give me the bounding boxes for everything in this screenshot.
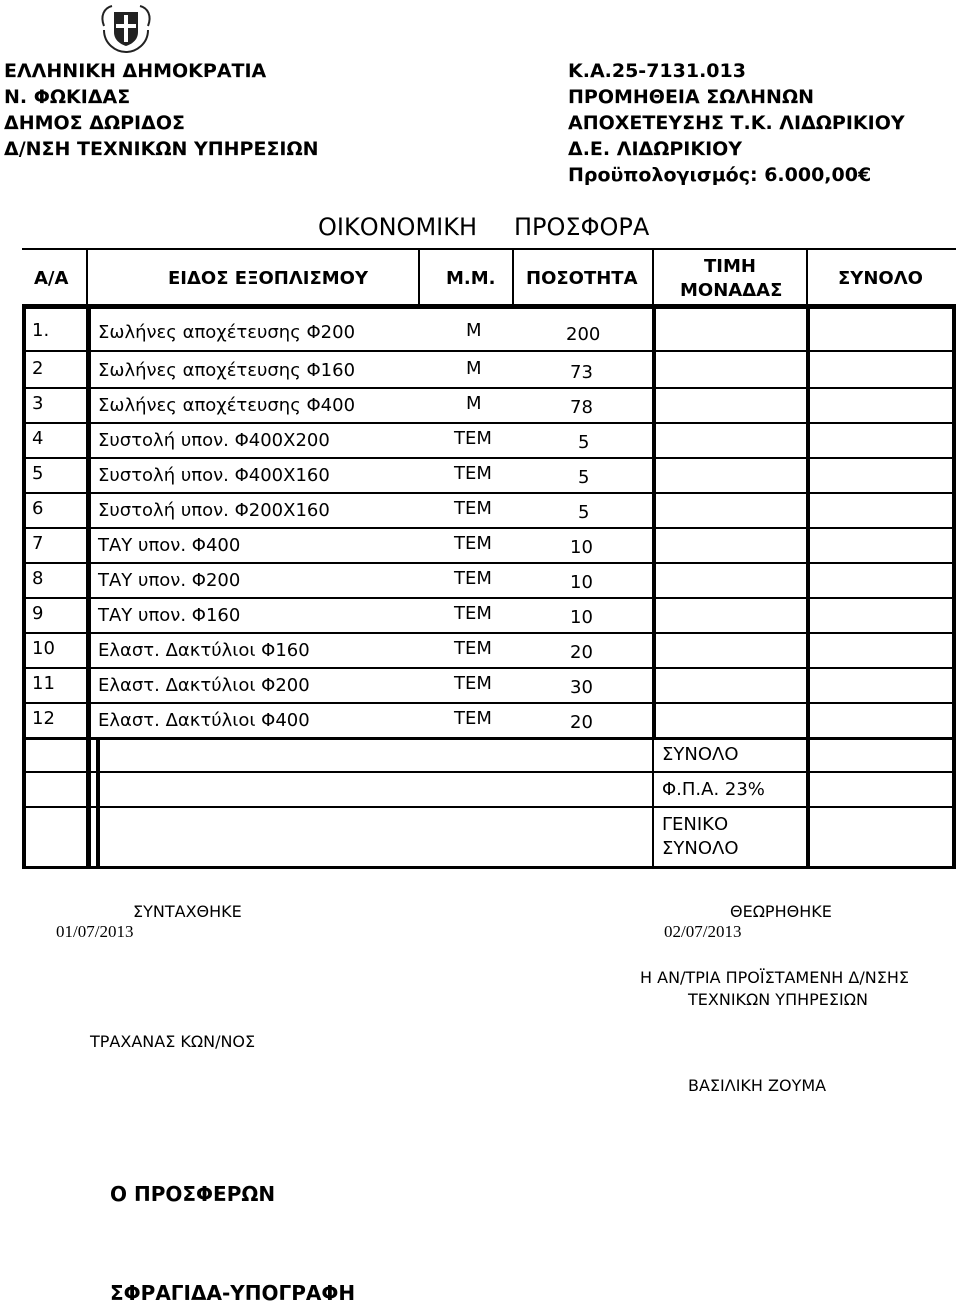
header-right-line-1: Κ.Α.25-7131.013 xyxy=(568,60,746,82)
col-header-price-2: ΜΟΝΑΔΑΣ xyxy=(680,280,783,301)
row-unit: ΤΕΜ xyxy=(454,498,492,519)
row-item: ΤΑΥ υπον. Φ160 xyxy=(98,605,241,626)
bidder-label: Ο ΠΡΟΣΦΕΡΩΝ xyxy=(110,1182,276,1206)
row-number: 4 xyxy=(32,428,44,449)
row-number: 8 xyxy=(32,568,44,589)
row-qty: 10 xyxy=(570,607,593,628)
col-header-aa: Α/Α xyxy=(34,268,69,289)
col-header-unit: Μ.Μ. xyxy=(446,268,496,289)
col-header-qty: ΠΟΣΟΤΗΤΑ xyxy=(526,268,638,289)
row-unit: ΤΕΜ xyxy=(454,603,492,624)
row-item: Ελαστ. Δακτύλιοι Φ200 xyxy=(98,675,310,696)
compiled-name: ΤΡΑΧΑΝΑΣ ΚΩΝ/ΝΟΣ xyxy=(90,1032,256,1051)
approved-label: ΘΕΩΡΗΘΗΚΕ xyxy=(730,902,832,921)
row-item: Σωλήνες αποχέτευσης Φ160 xyxy=(98,360,356,381)
header-left-line-1: ΕΛΛΗΝΙΚΗ ΔΗΜΟΚΡΑΤΙΑ xyxy=(4,60,267,82)
header-left-line-4: Δ/ΝΣΗ ΤΕΧΝΙΚΩΝ ΥΠΗΡΕΣΙΩΝ xyxy=(4,138,319,160)
row-number: 7 xyxy=(32,533,44,554)
row-item: Σωλήνες αποχέτευσης Φ400 xyxy=(98,395,356,416)
summary-vat-label: Φ.Π.Α. 23% xyxy=(662,779,765,800)
row-number: 2 xyxy=(32,358,44,379)
header-right-line-4: Δ.Ε. ΛΙΔΩΡΙΚΙΟΥ xyxy=(568,138,743,160)
title-part-2: ΠΡΟΣΦΟΡΑ xyxy=(514,213,650,241)
row-qty: 200 xyxy=(566,324,601,345)
approved-date: 02/07/2013 xyxy=(664,922,742,941)
row-unit: ΤΕΜ xyxy=(454,463,492,484)
budget-line: Προϋπολογισμός: 6.000,00€ xyxy=(568,164,872,186)
row-number: 10 xyxy=(32,638,55,659)
stamp-signature-label: ΣΦΡΑΓΙΔΑ-ΥΠΟΓΡΑΦΗ xyxy=(110,1281,356,1305)
title-part-1: ΟΙΚΟΝΟΜΙΚΗ xyxy=(318,213,478,241)
row-qty: 5 xyxy=(578,432,590,453)
row-number: 1. xyxy=(32,320,50,341)
row-item: Συστολή υπον. Φ400Χ200 xyxy=(98,430,330,451)
row-number: 3 xyxy=(32,393,44,414)
row-item: Σωλήνες αποχέτευσης Φ200 xyxy=(98,322,356,343)
row-number: 12 xyxy=(32,708,55,729)
header-right-line-2: ΠΡΟΜΗΘΕΙΑ ΣΩΛΗΝΩΝ xyxy=(568,86,814,108)
row-qty: 30 xyxy=(570,677,593,698)
row-item: Συστολή υπον. Φ400Χ160 xyxy=(98,465,330,486)
summary-grand-label-2: ΣΥΝΟΛΟ xyxy=(662,838,739,859)
row-unit: Μ xyxy=(466,320,482,341)
row-number: 11 xyxy=(32,673,55,694)
row-item: Ελαστ. Δακτύλιοι Φ400 xyxy=(98,710,310,731)
row-unit: ΤΕΜ xyxy=(454,568,492,589)
row-unit: ΤΕΜ xyxy=(454,673,492,694)
header-right-line-3: ΑΠΟΧΕΤΕΥΣΗΣ Τ.Κ. ΛΙΔΩΡΙΚΙΟΥ xyxy=(568,112,905,134)
row-number: 9 xyxy=(32,603,44,624)
row-unit: Μ xyxy=(466,358,482,379)
approved-role-2: ΤΕΧΝΙΚΩΝ ΥΠΗΡΕΣΙΩΝ xyxy=(688,990,868,1009)
row-item: Συστολή υπον. Φ200Χ160 xyxy=(98,500,330,521)
row-qty: 20 xyxy=(570,712,593,733)
header-left-line-2: Ν. ΦΩΚΙΔΑΣ xyxy=(4,86,131,108)
summary-grand-label-1: ΓΕΝΙΚΟ xyxy=(662,814,729,835)
greek-coat-of-arms-icon xyxy=(98,4,154,54)
row-qty: 10 xyxy=(570,537,593,558)
row-number: 6 xyxy=(32,498,44,519)
row-qty: 10 xyxy=(570,572,593,593)
row-qty: 78 xyxy=(570,397,593,418)
row-unit: ΤΕΜ xyxy=(454,428,492,449)
approved-role-1: Η ΑΝ/ΤΡΙΑ ΠΡΟΪΣΤΑΜΕΝΗ Δ/ΝΣΗΣ xyxy=(640,968,909,987)
row-item: ΤΑΥ υπον. Φ200 xyxy=(98,570,241,591)
row-qty: 5 xyxy=(578,502,590,523)
row-item: Ελαστ. Δακτύλιοι Φ160 xyxy=(98,640,310,661)
col-header-item: ΕΙΔΟΣ ΕΞΟΠΛΙΣΜΟΥ xyxy=(168,268,368,289)
row-number: 5 xyxy=(32,463,44,484)
col-header-price-1: ΤΙΜΗ xyxy=(704,256,756,277)
row-item: ΤΑΥ υπον. Φ400 xyxy=(98,535,241,556)
summary-subtotal-label: ΣΥΝΟΛΟ xyxy=(662,744,739,765)
col-header-total: ΣΥΝΟΛΟ xyxy=(838,268,923,289)
row-qty: 73 xyxy=(570,362,593,383)
row-unit: ΤΕΜ xyxy=(454,533,492,554)
compiled-date: 01/07/2013 xyxy=(56,922,134,941)
row-qty: 20 xyxy=(570,642,593,663)
approved-name: ΒΑΣΙΛΙΚΗ ΖΟΥΜΑ xyxy=(688,1076,827,1095)
row-unit: Μ xyxy=(466,393,482,414)
compiled-label: ΣΥΝΤΑΧΘΗΚΕ xyxy=(133,902,242,921)
row-unit: ΤΕΜ xyxy=(454,638,492,659)
header-left-line-3: ΔΗΜΟΣ ΔΩΡΙΔΟΣ xyxy=(4,112,185,134)
row-qty: 5 xyxy=(578,467,590,488)
row-unit: ΤΕΜ xyxy=(454,708,492,729)
